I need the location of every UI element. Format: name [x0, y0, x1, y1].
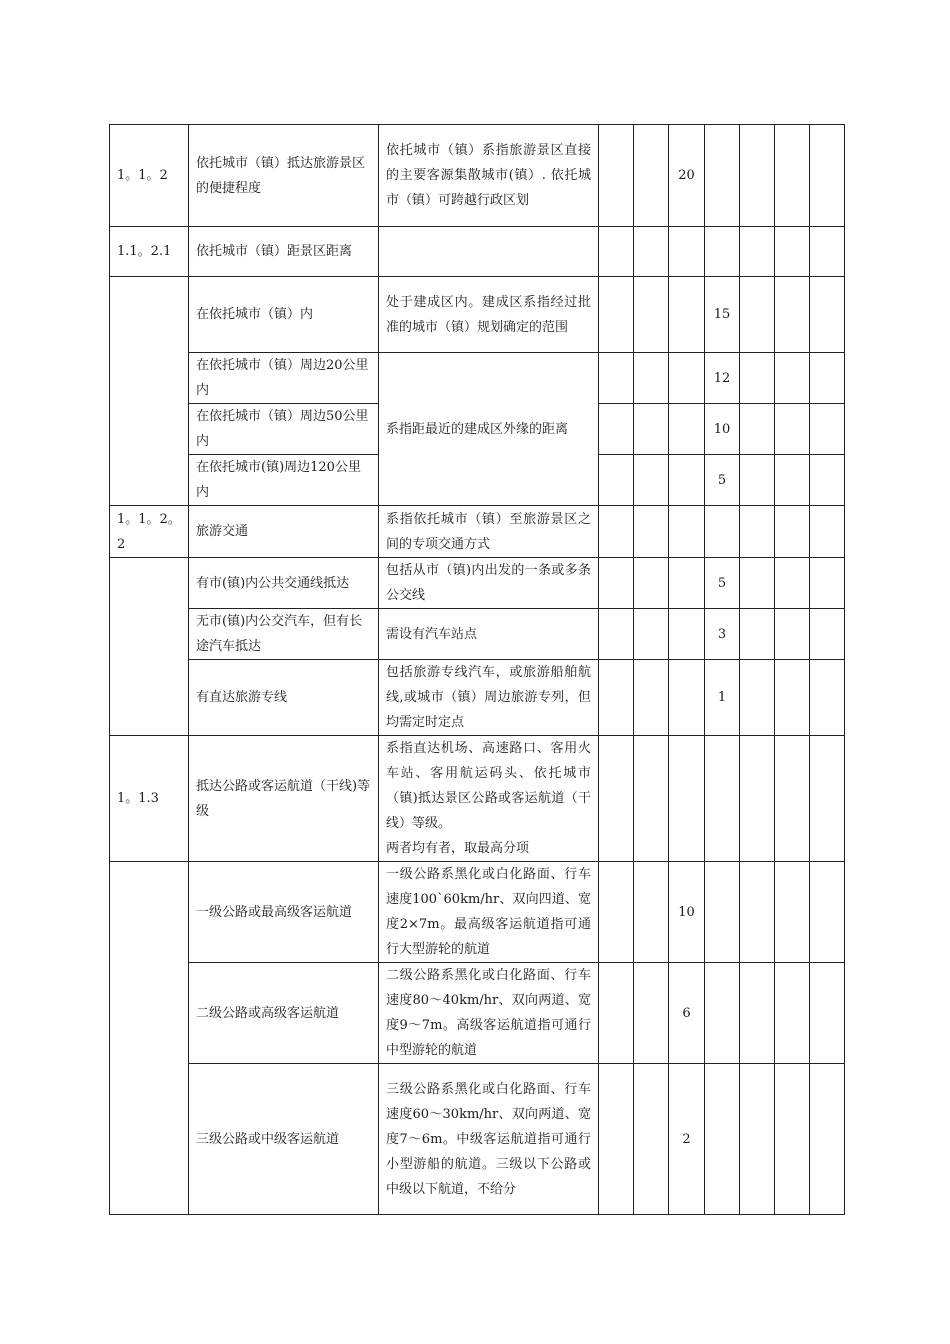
empty-cell	[810, 353, 845, 404]
empty-cell	[634, 862, 669, 963]
empty-cell	[775, 277, 810, 353]
item-name: 在依托城市（镇）内	[189, 277, 379, 353]
empty-cell	[740, 506, 775, 558]
empty-cell	[634, 609, 669, 660]
empty-cell	[810, 558, 845, 609]
empty-cell	[634, 227, 669, 277]
item-description	[379, 227, 599, 277]
item-code: 1。1。2	[110, 125, 189, 227]
empty-cell	[740, 862, 775, 963]
item-name: 在依托城市(镇)周边120公里内	[189, 455, 379, 506]
empty-cell	[810, 227, 845, 277]
score-cell	[669, 736, 705, 862]
score-cell: 20	[669, 125, 705, 227]
item-code: 1。1。2。2	[110, 506, 189, 558]
empty-cell	[810, 125, 845, 227]
item-description	[379, 736, 599, 862]
empty-cell	[740, 125, 775, 227]
table-row	[110, 963, 845, 1064]
score-cell: 6	[669, 963, 705, 1064]
table-row	[110, 125, 845, 227]
empty-cell	[599, 125, 634, 227]
empty-cell	[599, 1064, 634, 1215]
item-name: 抵达公路或客运航道（干线)等级	[189, 736, 379, 862]
score-cell	[705, 736, 740, 862]
table-row	[110, 227, 845, 277]
empty-cell	[599, 455, 634, 506]
item-description: 需设有汽车站点	[379, 609, 599, 660]
empty-cell	[740, 404, 775, 455]
empty-cell	[634, 1064, 669, 1215]
score-cell	[669, 353, 705, 404]
item-code: 1。1.3	[110, 736, 189, 862]
score-cell: 1	[705, 660, 740, 736]
empty-cell	[634, 558, 669, 609]
table-row	[110, 660, 845, 736]
empty-cell	[775, 1064, 810, 1215]
score-cell	[669, 227, 705, 277]
item-description: 包括旅游专线汽车，或旅游船舶航线,或城市（镇）周边旅游专列，但均需定时定点	[379, 660, 599, 736]
empty-cell	[740, 455, 775, 506]
score-cell	[705, 125, 740, 227]
empty-cell	[810, 1064, 845, 1215]
empty-cell	[740, 736, 775, 862]
empty-cell	[599, 227, 634, 277]
empty-cell	[634, 506, 669, 558]
score-cell	[669, 404, 705, 455]
score-cell: 12	[705, 353, 740, 404]
item-code	[110, 277, 189, 506]
empty-cell	[810, 404, 845, 455]
score-cell	[705, 506, 740, 558]
empty-cell	[775, 660, 810, 736]
empty-cell	[775, 558, 810, 609]
empty-cell	[740, 1064, 775, 1215]
empty-cell	[634, 455, 669, 506]
empty-cell	[599, 609, 634, 660]
score-cell	[705, 963, 740, 1064]
empty-cell	[599, 277, 634, 353]
empty-cell	[810, 963, 845, 1064]
item-name: 二级公路或高级客运航道	[189, 963, 379, 1064]
empty-cell	[634, 277, 669, 353]
table-row	[110, 609, 845, 660]
score-cell	[669, 277, 705, 353]
score-cell	[705, 227, 740, 277]
item-description: 处于建成区内。建成区系指经过批准的城市（镇）规划确定的范围	[379, 277, 599, 353]
score-cell: 2	[669, 1064, 705, 1215]
item-description: 二级公路系黑化或白化路面、行车速度80～40km/hr、双向两道、宽度9～7m。高级客运航道指可通行中型游轮的航道	[379, 963, 599, 1064]
score-cell	[705, 1064, 740, 1215]
score-cell: 15	[705, 277, 740, 353]
item-name: 依托城市（镇）抵达旅游景区的便捷程度	[189, 125, 379, 227]
empty-cell	[740, 227, 775, 277]
empty-cell	[810, 862, 845, 963]
empty-cell	[775, 455, 810, 506]
table-row	[110, 353, 845, 404]
empty-cell	[740, 277, 775, 353]
scoring-table	[109, 124, 845, 1215]
empty-cell	[775, 963, 810, 1064]
empty-cell	[599, 963, 634, 1064]
item-name: 三级公路或中级客运航道	[189, 1064, 379, 1215]
empty-cell	[740, 609, 775, 660]
item-name: 有直达旅游专线	[189, 660, 379, 736]
empty-cell	[599, 558, 634, 609]
empty-cell	[775, 227, 810, 277]
score-cell: 5	[705, 455, 740, 506]
score-cell	[669, 455, 705, 506]
item-name: 无市(镇)内公交汽车，但有长途汽车抵达	[189, 609, 379, 660]
empty-cell	[775, 125, 810, 227]
empty-cell	[740, 963, 775, 1064]
empty-cell	[810, 506, 845, 558]
empty-cell	[775, 609, 810, 660]
item-description: 三级公路系黑化或白化路面、行车速度60～30km/hr、双向两道、宽度7～6m。中级客运航道指可通行小型游船的航道。三级以下公路或中级以下航道，不给分	[379, 1064, 599, 1215]
item-name: 一级公路或最高级客运航道	[189, 862, 379, 963]
score-cell: 10	[705, 404, 740, 455]
table-row	[110, 736, 845, 862]
empty-cell	[634, 963, 669, 1064]
empty-cell	[775, 506, 810, 558]
item-name: 旅游交通	[189, 506, 379, 558]
item-description: 依托城市（镇）系指旅游景区直接的主要客源集散城市(镇）. 依托城市（镇）可跨越行政区划	[379, 125, 599, 227]
empty-cell	[810, 455, 845, 506]
empty-cell	[810, 660, 845, 736]
description-note: 两者均有者，取最高分项	[386, 841, 530, 856]
item-code	[110, 558, 189, 736]
table-row	[110, 506, 845, 558]
empty-cell	[634, 353, 669, 404]
empty-cell	[775, 404, 810, 455]
table-row	[110, 558, 845, 609]
item-name: 在依托城市（镇）周边20公里内	[189, 353, 379, 404]
item-name: 依托城市（镇）距景区距离	[189, 227, 379, 277]
table-row	[110, 277, 845, 353]
score-cell	[669, 558, 705, 609]
empty-cell	[634, 125, 669, 227]
score-cell	[705, 862, 740, 963]
item-description: 系指距最近的建成区外缘的距离	[379, 353, 599, 506]
score-cell	[669, 609, 705, 660]
item-description: 系指依托城市（镇）至旅游景区之间的专项交通方式	[379, 506, 599, 558]
empty-cell	[599, 736, 634, 862]
empty-cell	[775, 353, 810, 404]
description-text: 系指直达机场、高速路口、客用火车站、客用航运码头、依托城市（镇)抵达景区公路或客运航道（干线）等级。	[386, 741, 591, 831]
table-row	[110, 1064, 845, 1215]
empty-cell	[740, 660, 775, 736]
empty-cell	[810, 736, 845, 862]
score-cell: 10	[669, 862, 705, 963]
empty-cell	[634, 736, 669, 862]
score-cell: 3	[705, 609, 740, 660]
item-description: 一级公路系黑化或白化路面、行车速度100`60km/hr、双向四道、宽度2×7m。最高级客运航道指可通行大型游轮的航道	[379, 862, 599, 963]
table-row	[110, 862, 845, 963]
empty-cell	[634, 404, 669, 455]
empty-cell	[740, 558, 775, 609]
empty-cell	[740, 353, 775, 404]
item-name: 有市(镇)内公共交通线抵达	[189, 558, 379, 609]
empty-cell	[634, 660, 669, 736]
empty-cell	[599, 404, 634, 455]
score-cell	[669, 506, 705, 558]
item-description: 包括从市（镇)内出发的一条或多条公交线	[379, 558, 599, 609]
score-cell	[669, 660, 705, 736]
empty-cell	[599, 353, 634, 404]
item-name: 在依托城市（镇）周边50公里内	[189, 404, 379, 455]
item-code: 1.1。2.1	[110, 227, 189, 277]
score-cell: 5	[705, 558, 740, 609]
empty-cell	[775, 736, 810, 862]
empty-cell	[599, 862, 634, 963]
empty-cell	[810, 277, 845, 353]
empty-cell	[599, 660, 634, 736]
empty-cell	[810, 609, 845, 660]
item-code	[110, 862, 189, 1215]
empty-cell	[599, 506, 634, 558]
empty-cell	[775, 862, 810, 963]
